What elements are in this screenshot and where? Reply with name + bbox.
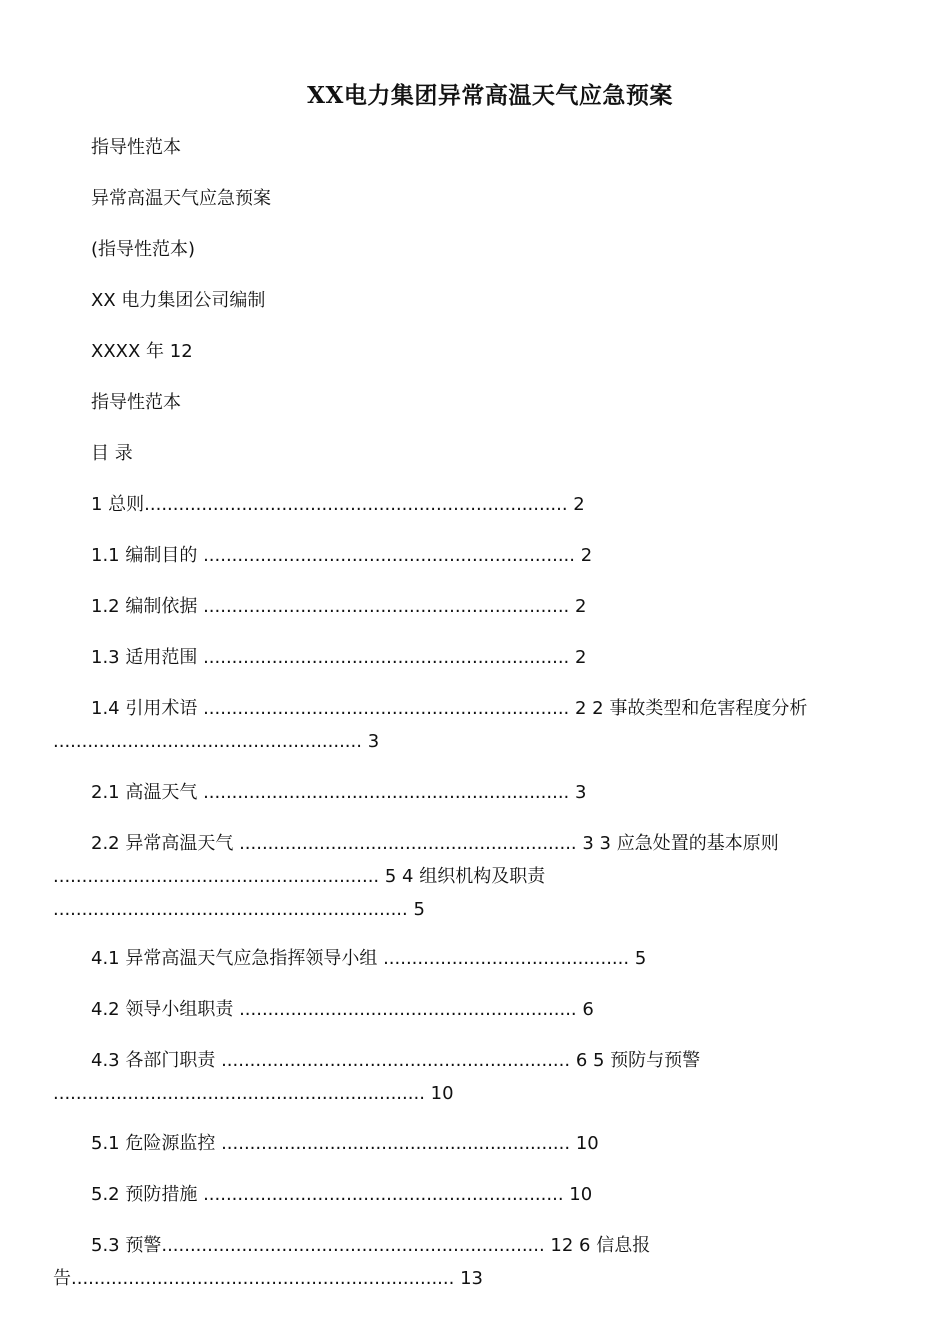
toc-entry: 5.1 危险源监控 ............................................................. 10	[91, 1133, 599, 1154]
toc-heading: 目 录	[91, 443, 133, 464]
paragraph-guide-model-1: 指导性范本	[91, 137, 181, 158]
toc-entry: 2.2 异常高温天气 ........................................................... 3 3 应急处置的基本原则 ......................................................... 5 4 组织机构及职责 .............................................................. 5	[53, 833, 779, 920]
toc-entry: 4.2 领导小组职责 ........................................................... 6	[91, 999, 594, 1020]
toc-entry: 5.3 预警................................................................... 12 6 信息报告................................................................... 13	[53, 1235, 651, 1289]
paragraph-date: XXXX 年 12	[91, 341, 193, 362]
toc-entry: 5.2 预防措施 ............................................................... 10	[91, 1184, 593, 1205]
document-title: XX电力集团异常高温天气应急预案	[307, 82, 673, 109]
toc-entry: 2.1 高温天气 ................................................................ 3	[91, 782, 587, 803]
toc-entry: 1.3 适用范围 ................................................................ 2	[91, 647, 587, 668]
paragraph-compiler: XX 电力集团公司编制	[91, 290, 266, 311]
toc-entry: 1.2 编制依据 ................................................................ 2	[91, 596, 587, 617]
paragraph-plan-name: 异常高温天气应急预案	[91, 188, 271, 209]
toc-entry: 4.1 异常高温天气应急指挥领导小组 ........................................... 5	[91, 948, 647, 969]
toc-entry: 1.1 编制目的 ................................................................. 2	[91, 545, 593, 566]
toc-entry: 1 总则.......................................................................... 2	[91, 494, 585, 515]
paragraph-guide-model-2: 指导性范本	[91, 392, 181, 413]
toc-entry: 4.3 各部门职责 ............................................................. 6 5 预防与预警 ................................................................. 10	[53, 1050, 701, 1104]
paragraph-guide-model-paren: (指导性范本)	[91, 239, 196, 260]
toc-entry: 1.4 引用术语 ................................................................ 2 2 事故类型和危害程度分析 ...................................................... 3	[53, 698, 808, 752]
